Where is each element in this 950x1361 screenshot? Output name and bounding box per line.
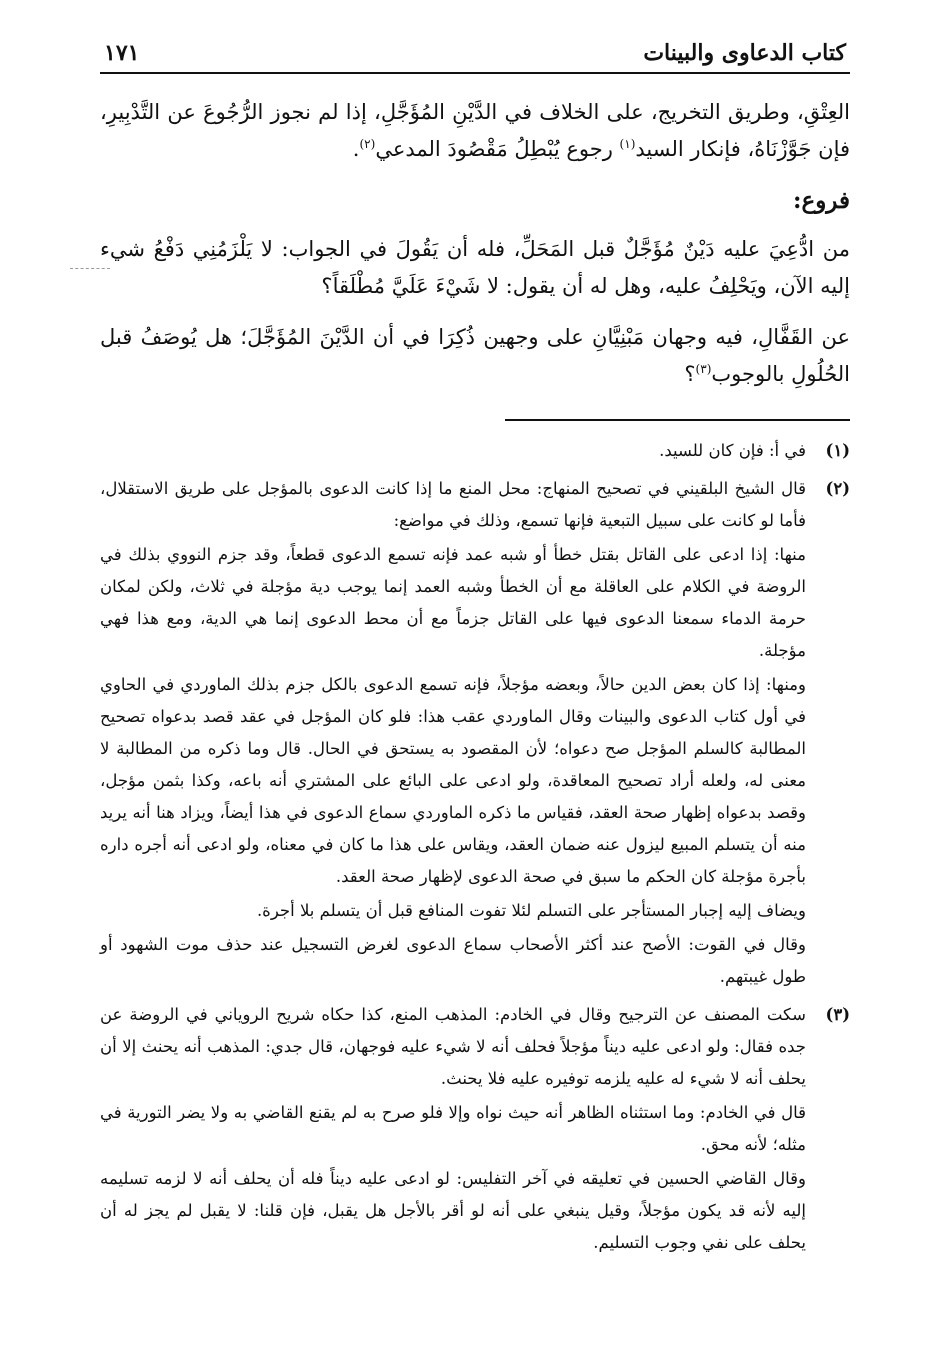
running-title: كتاب الدعاوى والبينات bbox=[643, 40, 846, 66]
paragraph-1-text-3: . bbox=[352, 137, 360, 161]
footnotes bbox=[100, 435, 850, 1261]
paragraph-1-text: العِتْقِ، وطريق التخريج، على الخلاف في الدَّيْنِ المُؤَجَّلِ، إذا لم نجوز الرُّجُوعَ عن التَّدْبِيرِ، فإن جَوَّزْنَاهُ، فإنكار السيد bbox=[100, 100, 850, 161]
footnote-2 bbox=[100, 473, 850, 995]
footnote-ref-2: (٢) bbox=[359, 137, 376, 151]
footnote-ref-1: (١) bbox=[619, 137, 636, 151]
paragraph-3-text: عن القَفَّالِ، فيه وجهان مَبْنِيَّانِ على وجهين ذُكِرَا في أن الدَّيْنَ المُؤَجَّلَ؛ هل يُوصَفُ قبل الحُلُولِ بالوجوب bbox=[100, 325, 850, 386]
footnote-number: (١) bbox=[825, 441, 850, 460]
footnote-number: (٢) bbox=[825, 479, 850, 498]
running-header bbox=[100, 28, 850, 74]
paragraph-1-text-2: رجوع يُبْطِلُ مَقْصُودَ المدعي bbox=[375, 137, 620, 161]
footnote-paragraph: سكت المصنف عن الترجيح وقال في الخادم: المذهب المنع، كذا حكاه شريح الروياني في الروضة عن جده فقال: ولو ادعى عليه ديناً مؤجلاً فحلف أنه لا شيء عليه فوجهان، قال جدي: المذهب أنه يحنث إلا أن يحلف أنه لا شيء له عليه يلزمه توفيره عليه فلا يحنث. bbox=[100, 1005, 806, 1088]
footnote-paragraph: وقال في القوت: الأصح عند أكثر الأصحاب سماع الدعوى لغرض التسجيل عند حذف موت الشهود أو طول غيبتهم. bbox=[100, 935, 806, 986]
paragraph-2: من ادُّعِيَ عليه دَيْنٌ مُؤَجَّلٌ قبل المَحَلِّ، فله أن يَقُولَ في الجواب: لا يَلْزَمُنِي دَفْعُ شيء إليه الآن، ويَحْلِفُ عليه، وهل له أن يقول: لا شَيْءَ عَلَيَّ مُطْلَقاً؟ bbox=[100, 237, 850, 298]
footnote-paragraph: ويضاف إليه إجبار المستأجر على التسلم لئلا تفوت المنافع قبل أن يتسلم بلا أجرة. bbox=[256, 901, 806, 920]
footnote-separator bbox=[505, 419, 850, 421]
footnote-1 bbox=[100, 435, 850, 469]
paragraph-3-text-2: ؟ bbox=[684, 362, 696, 386]
footnote-paragraph: قال الشيخ البلقيني في تصحيح المنهاج: محل المنع ما إذا كانت الدعوى بالمؤجل على طريق الاستقلال، فأما لو كانت على سبيل التبعية فإنها تسمع، وذلك في مواضع: bbox=[100, 479, 806, 530]
footnote-paragraph: منها: إذا ادعى على القاتل بقتل خطأ أو شبه عمد فإنه تسمع الدعوى قطعاً، وقد جزم النووي بذلك في الروضة في الكلام على العاقلة مع أن الخطأ وشبه العمد إنما يوجب دية مؤجلة في ثلاث، ولكن لمكان حرمة الدماء سمعنا الدعوى فيها على القاتل جزماً مع أن محط الدعوى إنما هي الدية، ومع هذا فهي مؤجلة. bbox=[100, 545, 806, 660]
scan-artifact-line bbox=[70, 268, 110, 269]
paragraph-1 bbox=[100, 94, 850, 168]
main-text bbox=[100, 94, 850, 393]
section-heading: فروع: bbox=[792, 187, 850, 214]
page-number: ١٧١ bbox=[104, 40, 140, 66]
footnote-paragraph: قال في الخادم: وما استثناه الظاهر أنه حيث نواه وإلا فلو صرح به لم يقنع القاضي به ولا يضر التورية في مثله؛ لأنه محق. bbox=[100, 1103, 806, 1154]
footnote-paragraph: في أ: فإن كان للسيد. bbox=[659, 441, 806, 460]
footnote-body bbox=[100, 473, 806, 995]
footnote-ref-3: (٣) bbox=[695, 362, 712, 376]
footnote-number: (٣) bbox=[825, 1005, 850, 1024]
page bbox=[100, 28, 850, 1265]
footnote-body bbox=[100, 999, 806, 1261]
footnote-body bbox=[100, 435, 806, 469]
paragraph-3 bbox=[100, 319, 850, 393]
footnote-3 bbox=[100, 999, 850, 1261]
footnote-paragraph: ومنها: إذا كان بعض الدين حالاً، وبعضه مؤجلاً، فإنه تسمع الدعوى بالكل جزم بذلك الماوردي في الحاوي في أول كتاب الدعوى والبينات وقال الماوردي عقب هذا: فلو كان المؤجل في عقد قصد بدعواه تصحيح المطالبة كالسلم المؤجل صح دعواه؛ لأن المقصود به يستحق في الحال. قال وما ذكره من المطالبة لا معنى له، ولعله أراد تصحيح المعاقدة، ولو ادعى على البائع على المشتري أنه باعه، وكذا بثمن مؤجل، وقصد بدعواه إظهار صحة العقد، فقياس ما ذكره الماوردي سماع الدعوى في هذا أيضاً، ويزاد هنا أنه يريد منه أن يتسلم المبيع ليزول عنه ضمان العقد، ويقاس على هذا ما كان في معناه، ولو ادعى أنه أجره داره بأجرة مؤجلة كان الحكم ما سبق في صحة الدعوى لإظهار صحة العقد. bbox=[100, 675, 806, 886]
footnote-paragraph: وقال القاضي الحسين في تعليقه في آخر التفليس: لو ادعى عليه ديناً فله أن يحلف أنه لا لزمه تسليمه إليه لأنه قد يكون مؤجلاً، وقيل ينبغي على أنه لو أقر بالأجل هل يقبل، فإن قلنا: لا يقبل لم يجز له أن يحلف على نفي وجوب التسليم. bbox=[100, 1169, 806, 1252]
